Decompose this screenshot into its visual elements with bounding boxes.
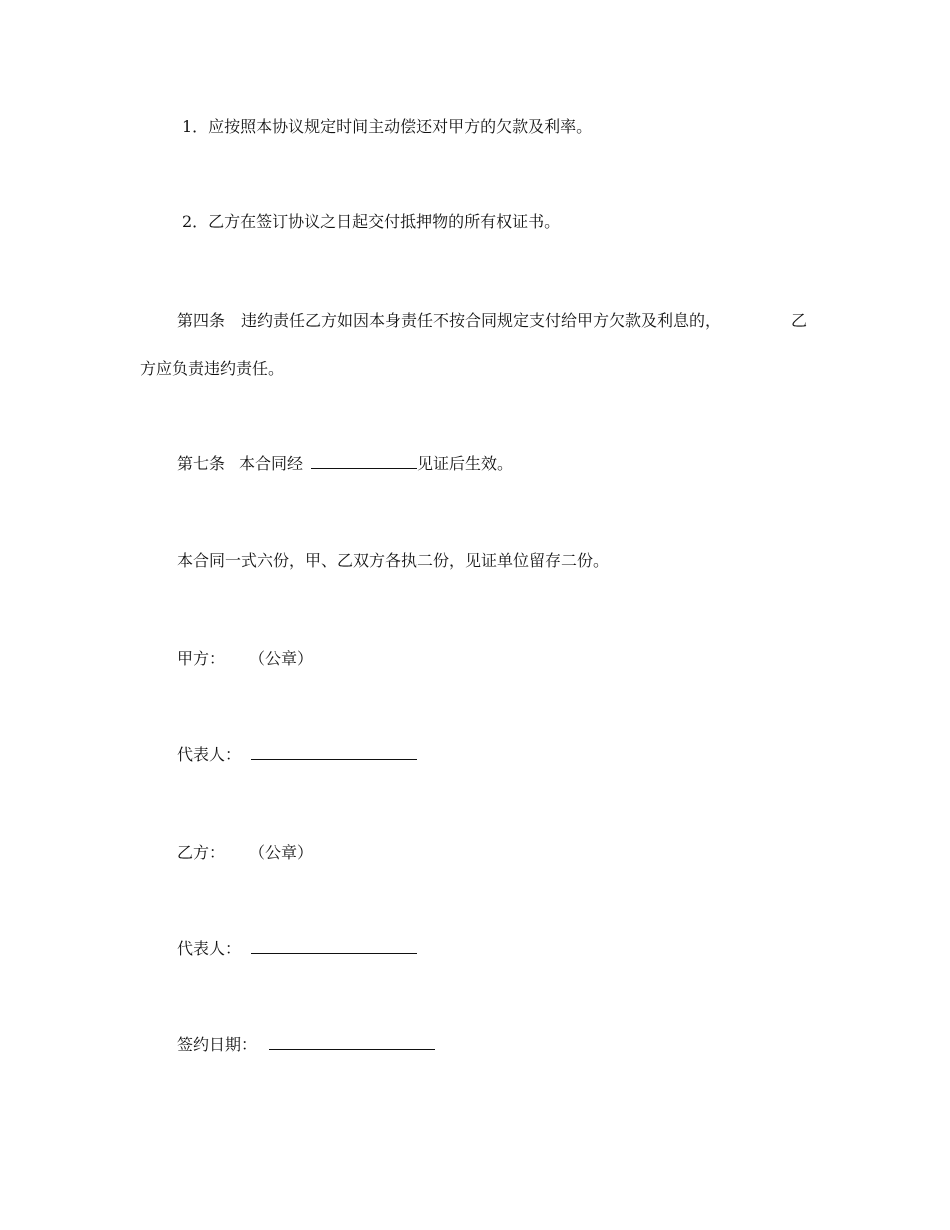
party-b-label: 乙方： (177, 843, 226, 862)
article-4-line-1 (177, 311, 721, 331)
article-4-heading: 第四条 (177, 311, 226, 330)
rep-b-label: 代表人： (177, 939, 242, 958)
article-4-line-1-end: 乙 (791, 311, 808, 330)
clause-item-2: 2．乙方在签订协议之日起交付抵押物的所有权证书。 (182, 212, 561, 231)
rep-a-blank[interactable] (251, 745, 417, 760)
article-4-line-2: 方应负责违约责任。 (140, 359, 285, 378)
party-a-label: 甲方： (177, 649, 226, 668)
article-7-text-before: 本合同经 (239, 454, 304, 473)
rep-a-label: 代表人： (177, 745, 242, 764)
witness-blank[interactable] (311, 454, 417, 469)
article-7 (177, 454, 513, 474)
article-7-text-after: 见证后生效。 (417, 454, 514, 473)
rep-b-line (177, 939, 417, 959)
party-a-line (177, 649, 313, 669)
rep-a-line (177, 745, 417, 765)
party-a-seal: （公章） (249, 649, 314, 668)
article-4-text: 违约责任乙方如因本身责任不按合同规定支付给甲方欠款及利息的， (241, 311, 722, 330)
sign-date-blank[interactable] (269, 1035, 435, 1050)
sign-date-line (177, 1035, 435, 1055)
article-7-heading: 第七条 (177, 454, 226, 473)
copies-clause: 本合同一式六份，甲、乙双方各执二份，见证单位留存二份。 (177, 551, 610, 570)
sign-date-label: 签约日期： (177, 1035, 258, 1054)
party-b-seal: （公章） (249, 843, 314, 862)
clause-item-1: 1．应按照本协议规定时间主动偿还对甲方的欠款及利率。 (182, 117, 593, 136)
party-b-line (177, 843, 313, 863)
rep-b-blank[interactable] (251, 939, 417, 954)
